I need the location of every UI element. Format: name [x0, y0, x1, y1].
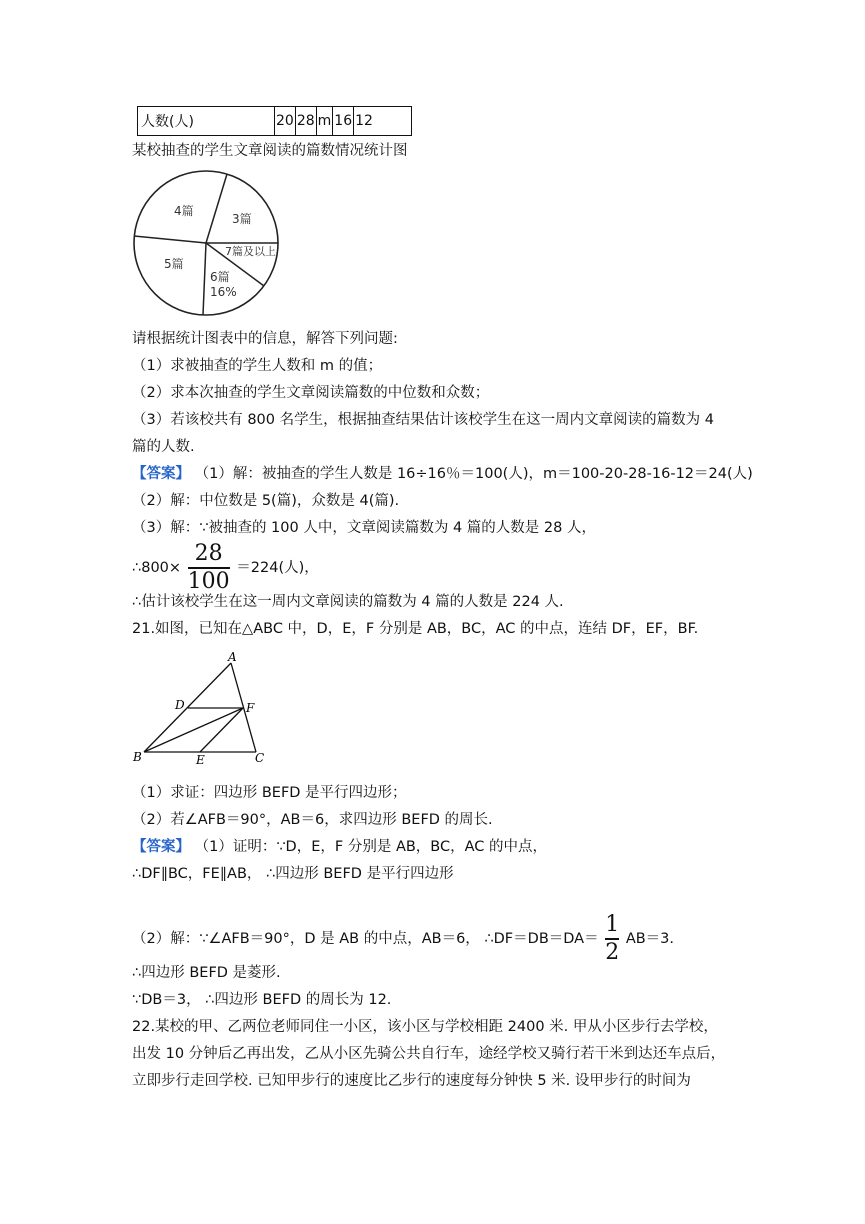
pie-chart — [130, 168, 282, 318]
table-cell: 28 — [295, 107, 316, 136]
table-label-cell: 人数(人) — [138, 107, 275, 136]
q21-answer-2: ∴DF∥BC，FE∥AB， ∴四边形 BEFD 是平行四边形 — [132, 866, 454, 882]
table-cell: 20 — [275, 107, 296, 136]
pie-label-6-percent: 16% — [210, 285, 237, 299]
pie-label-3: 3篇 — [232, 212, 252, 226]
pie-label-5: 5篇 — [164, 257, 184, 271]
fraction-numerator: 1 — [605, 912, 620, 937]
q21-answer-4: ∴四边形 BEFD 是菱形. — [132, 965, 281, 981]
q20-answer-3: （3）解：∵被抽查的 100 人中，文章阅读篇数为 4 篇的人数是 28 人， — [132, 520, 596, 536]
answer-text: （1）证明：∵D，E，F 分别是 AB，BC，AC 的中点， — [194, 839, 548, 855]
answer-text: AB＝3. — [625, 931, 675, 947]
q20-intro: 请根据统计图表中的信息，解答下列问题: — [132, 331, 398, 347]
q20-part2: （2）求本次抽查的学生文章阅读篇数的中位数和众数； — [132, 385, 490, 401]
q20-part3: （3）若该校共有 800 名学生，根据抽查结果估计该校学生在这一周内文章阅读的篇数为 4 — [132, 412, 714, 428]
q20-answer-2: （2）解：中位数是 5(篇)，众数是 4(篇). — [132, 493, 400, 509]
label-d: D — [175, 698, 185, 712]
label-a: A — [228, 650, 237, 664]
label-f: F — [246, 701, 255, 715]
pie-label-6: 6篇 — [210, 270, 230, 284]
fraction-numerator: 28 — [194, 541, 223, 566]
q21-part1: （1）求证：四边形 BEFD 是平行四边形； — [132, 785, 407, 801]
q22-line-3: 立即步行走回学校. 已知甲步行的速度比乙步行的速度每分钟快 5 米. 设甲步行的时间为 — [132, 1073, 691, 1089]
segment-bf — [144, 708, 243, 752]
q21-part2: （2）若∠AFB＝90°，AB＝6，求四边形 BEFD 的周长. — [132, 812, 493, 828]
q22-line-2: 出发 10 分钟后乙再出发，乙从小区先骑公共自行车，途经学校又骑行若干米到达还车点后， — [132, 1046, 726, 1062]
label-e: E — [196, 753, 205, 767]
fraction-28-100 — [188, 543, 230, 593]
q20-part3-cont: 篇的人数. — [132, 439, 195, 455]
label-b: B — [133, 750, 142, 764]
triangle-figure — [130, 650, 275, 770]
answer-text: （1）解：被抽查的学生人数是 16÷16％＝100(人)，m＝100-20-28-16-12＝24(人) — [194, 466, 753, 482]
q20-part1: （1）求被抽查的学生人数和 m 的值； — [132, 358, 383, 374]
pie-chart-title: 某校抽查的学生文章阅读的篇数情况统计图 — [132, 143, 408, 159]
answer-text: （2）解：∵∠AFB＝90°，D 是 AB 的中点，AB＝6， ∴DF＝DB＝DA＝ — [132, 931, 599, 947]
label-c: C — [255, 751, 265, 765]
pie-label-4: 4篇 — [174, 204, 194, 218]
q20-answer-5: ∴估计该校学生在这一周内文章阅读的篇数为 4 篇的人数是 224 人. — [132, 594, 564, 610]
q20-answer-4 — [132, 543, 319, 593]
fraction-denominator: 100 — [187, 569, 230, 594]
fraction-denominator: 2 — [605, 940, 620, 965]
fraction-1-2 — [605, 914, 619, 964]
answer-text: ∴800× — [132, 560, 182, 576]
q21-answer-3 — [132, 914, 674, 964]
table-row — [138, 107, 412, 136]
q22-line-1: 22.某校的甲、乙两位老师同住一小区，该小区与学校相距 2400 米. 甲从小区步行去学校， — [132, 1019, 718, 1035]
q20-answer-1 — [132, 464, 753, 484]
answer-text: ＝224(人)， — [236, 560, 319, 576]
q21-stem: 21.如图，已知在△ABC 中，D，E，F 分别是 AB，BC，AC 的中点，连结 DF，EF，BF. — [132, 621, 699, 637]
segment-ef — [200, 708, 243, 752]
answer-tag: 【答案】 — [132, 839, 190, 855]
q21-answer-5: ∵DB＝3， ∴四边形 BEFD 的周长为 12. — [132, 992, 392, 1008]
table-cell: 16 — [333, 107, 354, 136]
count-table — [137, 106, 412, 136]
answer-tag: 【答案】 — [132, 466, 190, 482]
q21-answer-1 — [132, 837, 547, 857]
pie-label-7: 7篇及以上 — [225, 245, 276, 258]
table-cell: m — [316, 107, 333, 136]
table-cell: 12 — [354, 107, 412, 136]
